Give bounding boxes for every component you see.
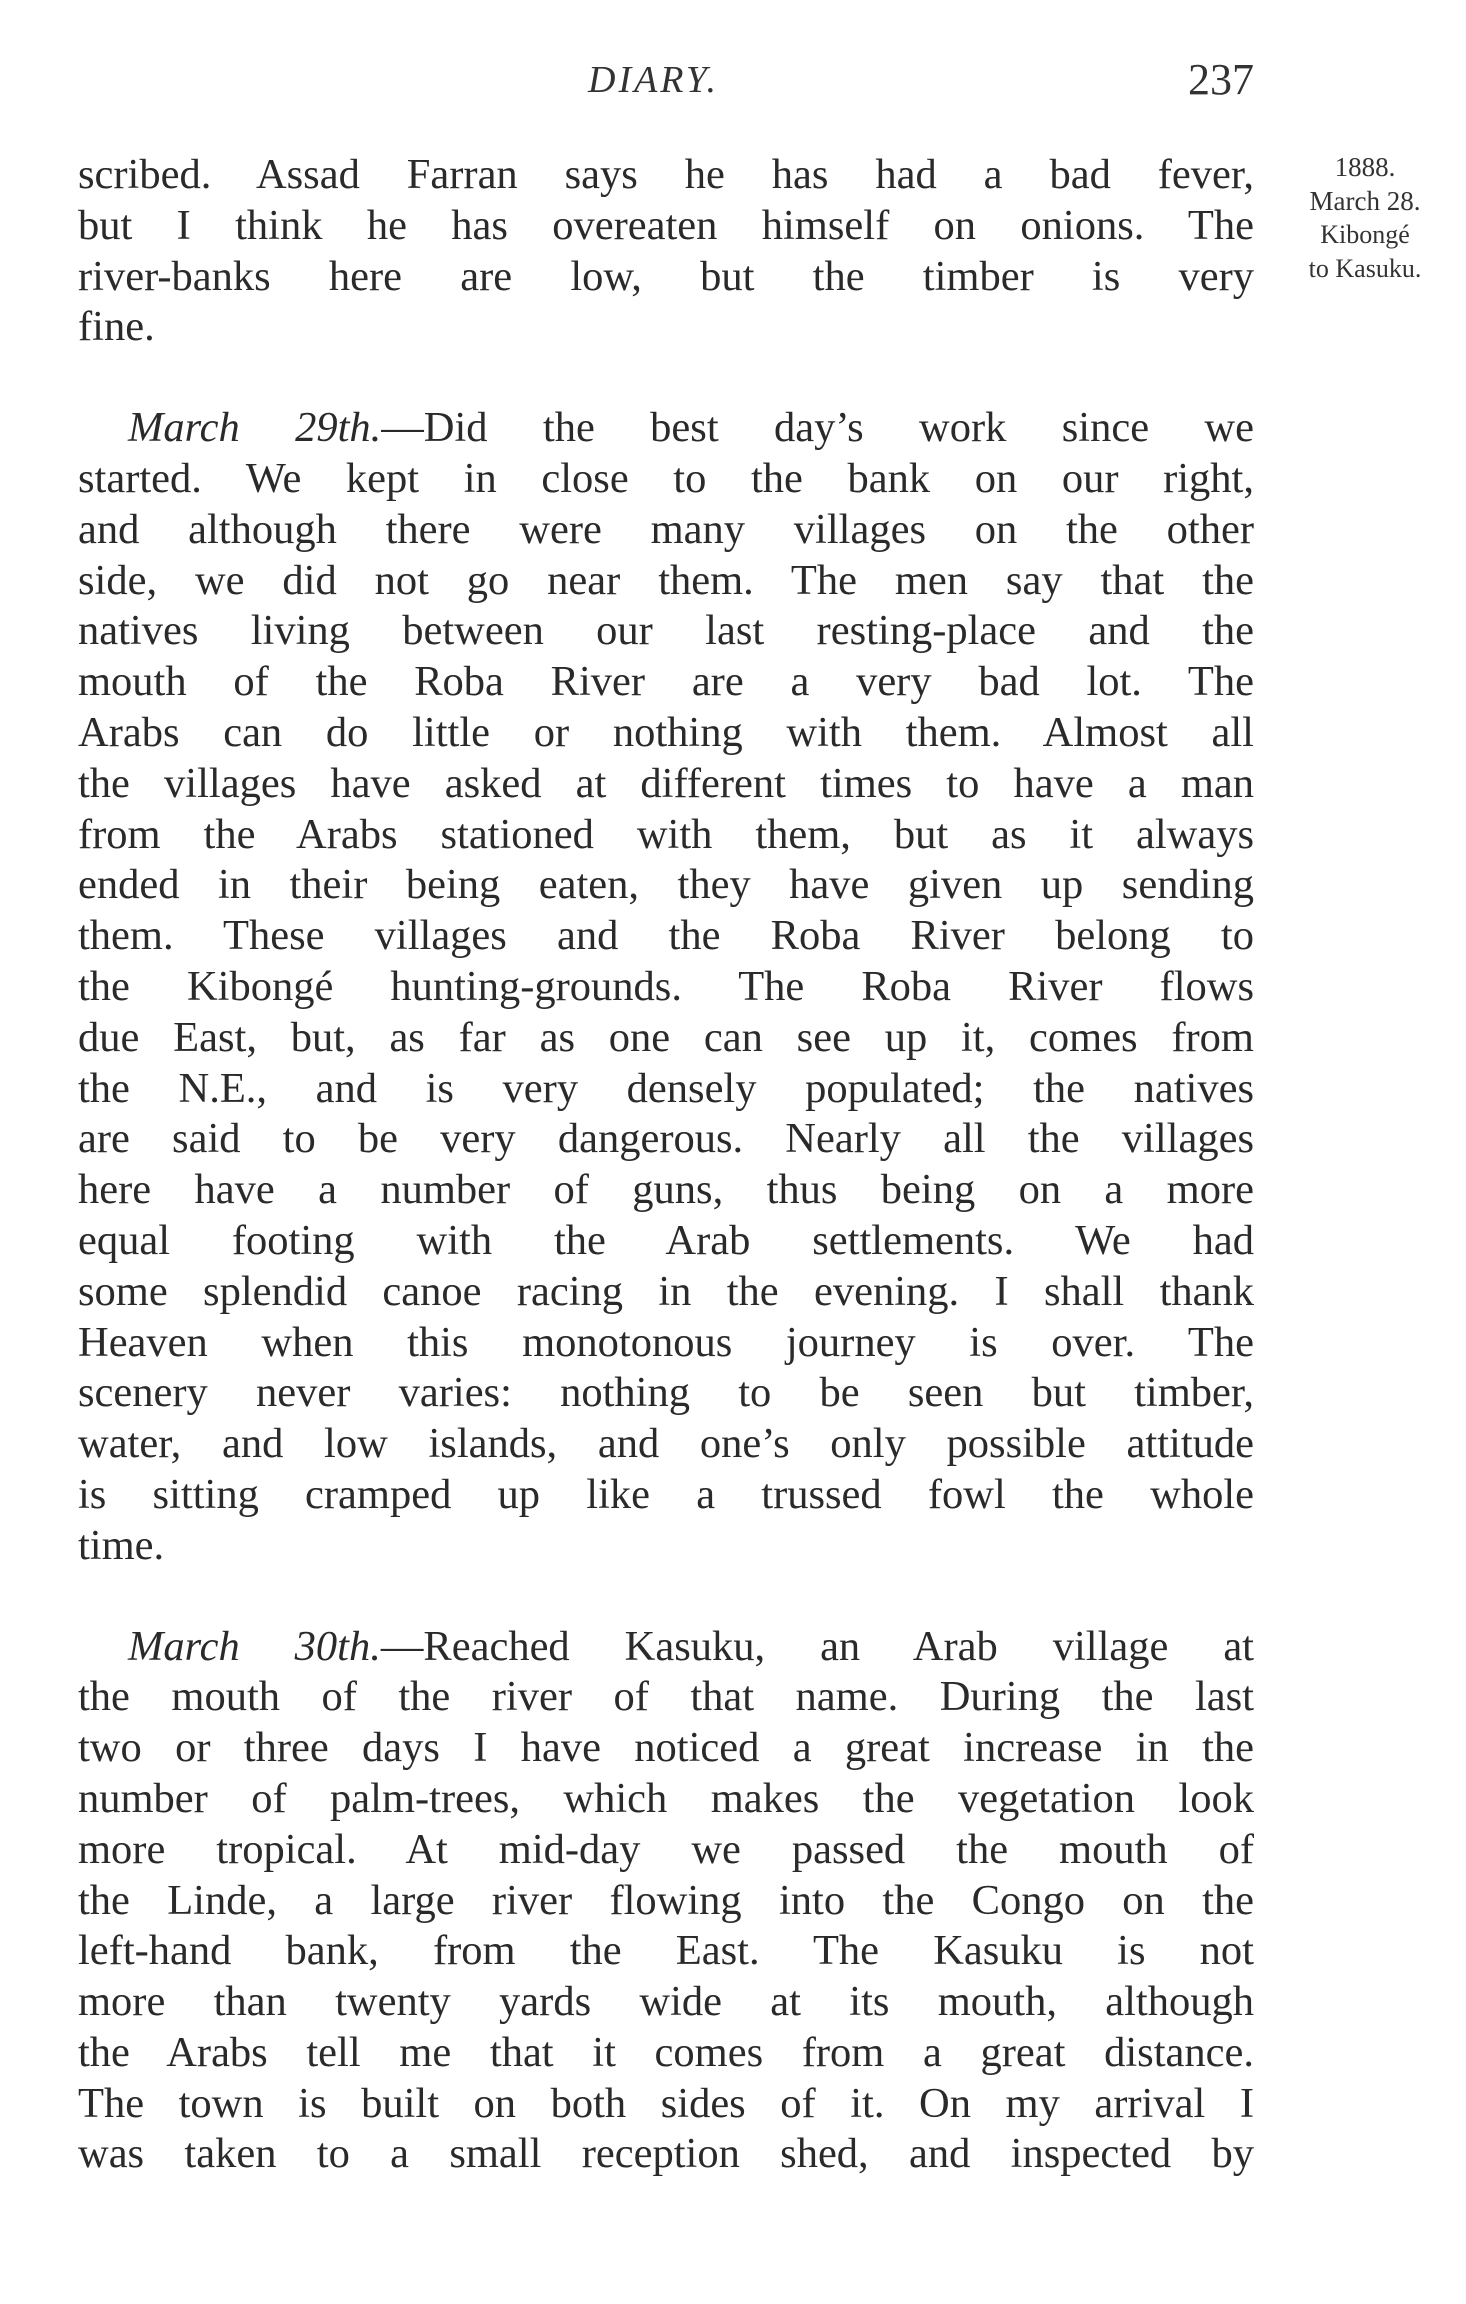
text-line: the Kibongé hunting-grounds. The Roba River flows: [78, 962, 1254, 1010]
text-line: fine.: [78, 303, 155, 351]
text-line: number of palm-trees, which makes the vegetation look: [78, 1774, 1254, 1822]
text-line: scribed. Assad Farran says he has had a bad fever,: [78, 151, 1254, 198]
entry-text-start: —Did the best day’s work since we: [381, 404, 1254, 452]
margin-note-place-from: Kibongé: [1320, 220, 1410, 249]
text-line: The town is built on both sides of it. On my arrival I: [78, 2079, 1254, 2127]
page-header: [78, 55, 1254, 108]
text-line: was taken to a small reception shed, and inspected by: [78, 2130, 1254, 2178]
text-line: Arabs can do little or nothing with them. Almost all: [78, 708, 1254, 756]
margin-note-place-to: to Kasuku.: [1308, 254, 1422, 283]
text-line: the Arabs tell me that it comes from a great distance.: [78, 2028, 1254, 2076]
text-line: mouth of the Roba River are a very bad lot. The: [78, 658, 1254, 706]
text-line: water, and low islands, and one’s only possible attitude: [78, 1420, 1254, 1468]
page-number: 237: [1188, 55, 1254, 104]
text-line: side, we did not go near them. The men say that the: [78, 556, 1254, 604]
text-line: started. We kept in close to the bank on our right,: [78, 454, 1254, 502]
text-line: more than twenty yards wide at its mouth, although: [78, 1978, 1254, 2026]
text-line: is sitting cramped up like a trussed fowl the whole: [78, 1470, 1254, 1518]
text-line: the N.E., and is very densely populated; the natives: [78, 1064, 1254, 1112]
text-line: the mouth of the river of that name. During the last: [78, 1673, 1254, 1721]
text-line: two or three days I have noticed a great increase in the: [78, 1724, 1254, 1772]
text-line: scenery never varies: nothing to be seen but timber,: [78, 1369, 1254, 1417]
text-line: ended in their being eaten, they have given up sending: [78, 861, 1254, 909]
entry-date: March 29th.: [128, 404, 382, 452]
text-line: them. These villages and the Roba River belong to: [78, 912, 1254, 960]
text-line-first: [78, 1622, 1254, 1673]
diary-entry-march-29: [78, 403, 1254, 1571]
text-line: are said to be very dangerous. Nearly all the villages: [78, 1115, 1254, 1163]
margin-note-year: 1888.: [1334, 152, 1396, 182]
text-line: more tropical. At mid-day we passed the mouth of: [78, 1825, 1254, 1873]
text-line: here have a number of guns, thus being on a more: [78, 1166, 1254, 1214]
text-line: river-banks here are low, but the timber is very: [78, 252, 1254, 300]
margin-note-date: March 28.: [1309, 186, 1421, 216]
body-text: [78, 150, 1254, 2180]
text-line: the villages have asked at different times to have a man: [78, 759, 1254, 807]
text-line: time.: [78, 1521, 165, 1569]
text-line: left-hand bank, from the East. The Kasuku is not: [78, 1927, 1254, 1975]
text-line: equal footing with the Arab settlements. We had: [78, 1216, 1254, 1264]
text-line: natives living between our last resting-place and the: [78, 607, 1254, 655]
entry-text-start: —Reached Kasuku, an Arab village at: [380, 1622, 1254, 1670]
text-line: the Linde, a large river flowing into the Congo on the: [78, 1876, 1254, 1924]
diary-entry-march-30: [78, 1622, 1254, 2181]
margin-note: [1272, 150, 1458, 286]
text-line: Heaven when this monotonous journey is over. The: [78, 1318, 1254, 1366]
text-line: due East, but, as far as one can see up it, comes from: [78, 1013, 1254, 1061]
text-line: but I think he has overeaten himself on onions. The: [78, 201, 1254, 249]
text-line-first: [78, 403, 1254, 454]
running-head: DIARY.: [588, 59, 719, 101]
text-line: from the Arabs stationed with them, but as it always: [78, 810, 1254, 858]
text-line: some splendid canoe racing in the evening. I shall thank: [78, 1267, 1254, 1315]
entry-date: March 30th.: [128, 1622, 381, 1670]
text-line: and although there were many villages on the other: [78, 505, 1254, 553]
paragraph-continuation: [78, 150, 1254, 353]
